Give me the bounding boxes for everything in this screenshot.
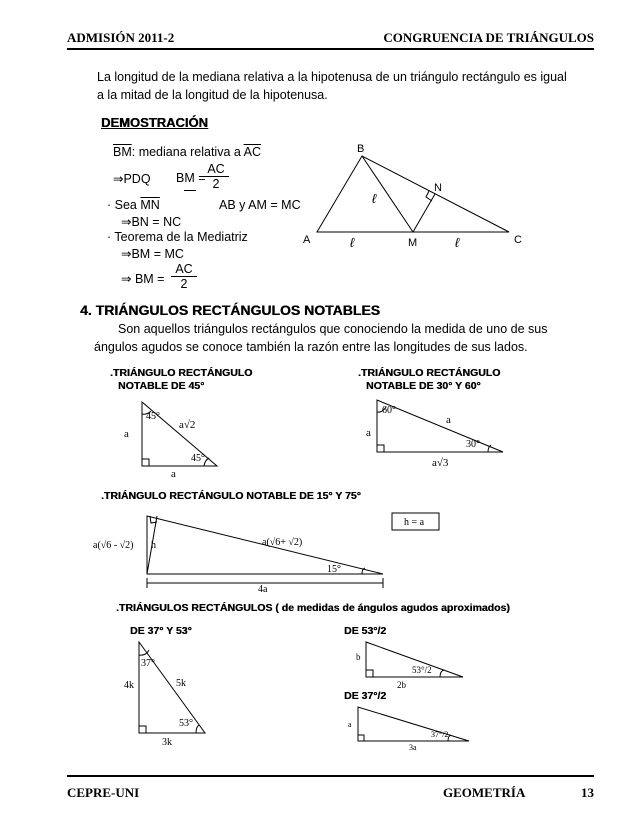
t37h-side-bottom: 3a [409,743,417,752]
t37-side-bottom: 3k [162,737,172,748]
approx-title: .TRIÁNGULOS RECTÁNGULOS ( de medidas de ángulos agudos aproximados) [116,602,510,614]
t37h-title: DE 37°/2 [344,690,387,702]
footer-page-number: 13 [581,785,594,800]
header-right: CONGRUENCIA DE TRIÁNGULOS [383,30,594,45]
t30-hypotenuse: a [446,414,451,426]
t37-arc-bottom [196,725,199,733]
page-footer [67,775,594,801]
section-4-paragraph: Son aquellos triángulos rectángulos que conociendo la medida de uno de sus ángulos agudos se conoce también la razón entre las longitudes de sus lados. [94,322,548,354]
label-c: C [514,234,522,246]
t30-right-angle [377,445,384,452]
t45-angle-top: 45° [146,411,160,422]
t37-angle-top: 37° [141,658,155,669]
demo-line-4: ⇒BN = NC [121,215,182,229]
fraction-numerator: AC [203,162,229,177]
demo-line-2b: BM = [176,171,206,185]
section-4-title: 4. TRIÁNGULOS RECTÁNGULOS NOTABLES [80,302,380,318]
intro-paragraph: La longitud de la mediana relativa a la hipotenusa de un triángulo rectángulo es igual a la mitad de la longitud de la hipotenusa. [97,70,567,102]
t53h-arc [440,670,444,677]
t15-angle-label: 15° [327,564,341,575]
footer-left: CEPRE-UNI [67,785,140,800]
t37-triangle [139,642,205,733]
demo-line-2a: ⇒PDQ [113,172,151,186]
t15-hyp-label: a(√6+ √2) [262,537,303,548]
t37-right-angle [139,726,146,733]
t45-right-angle [142,459,149,466]
label-m: M [408,237,418,249]
t45-hypotenuse: a√2 [179,419,196,431]
demo-line-3-rest: AB y AM = MC [219,198,301,212]
header-left: ADMISIÓN 2011-2 [67,30,175,45]
t37h-angle: 37°/2 [431,730,449,739]
t30-angle-right: 30° [466,439,480,450]
t53h-side-left: b [356,652,361,662]
t37-side-left: 4k [124,680,134,691]
demo-title: DEMOSTRACIÓN [101,115,208,130]
label-ell-bm: ℓ [372,191,377,206]
footer-middle: GEOMETRÍA [443,785,526,800]
fraction-denominator: 2 [212,177,220,191]
t37-angle-bottom: 53° [179,718,193,729]
t37h-right-angle [358,735,364,741]
t37h-triangle [358,707,469,741]
t37h-side-left: a [348,720,352,729]
demo-line-7: ⇒ BM = [121,272,165,286]
t30-angle-top: 60° [382,405,396,416]
median-triangle-figure [317,156,509,232]
fraction2-numerator: AC [171,262,197,277]
triangle-abc [317,156,509,232]
median-bm [362,156,413,232]
label-ell-mc: ℓ [455,235,460,250]
t45-side-bottom: a [171,468,176,480]
label-n: N [434,182,442,194]
right-angle-mark-n [426,191,432,201]
fraction2-denominator: 2 [180,277,188,291]
t45-angle-bottom: 45° [191,453,205,464]
t15-title: .TRIÁNGULO RECTÁNGULO NOTABLE DE 15° Y 75° [101,490,361,502]
demo-line-1-text: : mediana relativa a [131,145,244,159]
demo-line-5: · Teorema de la Mediatriz [107,230,248,244]
t30-title-line1: .TRIÁNGULO RECTÁNGULO [358,367,501,379]
t53h-angle: 53°/2 [412,665,432,675]
t30-side-left: a [366,427,371,439]
demo-line-6: ⇒BM = MC [121,247,184,261]
label-a: A [303,234,311,246]
t15-h-label: h [151,540,156,551]
t30-title-line2: NOTABLE DE 30° Y 60° [366,380,481,392]
segment-ac: $\overline{AC}$ [243,145,261,159]
t37h-arc [448,735,451,741]
segment-mn: $\overline{MN}$ [140,198,160,212]
t15-figure [147,513,439,588]
t37-hypotenuse: 5k [176,678,186,689]
t45-title-line1: .TRIÁNGULO RECTÁNGULO [110,367,253,379]
t53h-side-bottom: 2b [397,680,406,690]
demo-line-3-prefix: · Sea [107,198,141,212]
t15-bottom-label: 4a [258,584,268,595]
t37-figure [139,642,205,733]
segment-mn-line [413,194,435,232]
t15-left-label: a(√6 - √2) [93,540,134,551]
t30-side-bottom: a√3 [432,457,449,469]
t37-title: DE 37° Y 53° [130,625,192,637]
t45-title-line2: NOTABLE DE 45° [118,380,205,392]
label-b: B [357,143,365,155]
t53h-right-angle [366,670,373,677]
t37h-figure [358,707,469,741]
t53h-title: DE 53°/2 [344,625,387,637]
t45-side-left: a [124,428,129,440]
t15-box-text: h = a [404,517,425,528]
segment-bm: $\overline{BM}$ [113,145,132,159]
label-ell-am: ℓ [350,235,355,250]
